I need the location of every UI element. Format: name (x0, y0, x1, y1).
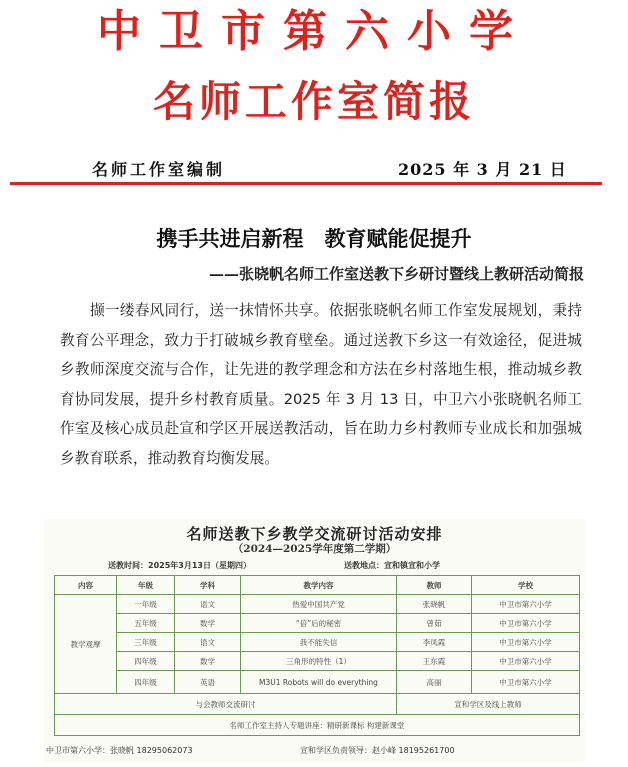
school-cell: 中卫市第六小学 (472, 633, 580, 652)
header-cell: 学校 (472, 576, 580, 595)
table-row (55, 614, 580, 633)
school-title: 中卫市第六小学 (97, 6, 531, 57)
contact-left: 中卫市第六小学：张晓帆 18295062073 (46, 746, 193, 755)
grade-cell: 四年级 (117, 652, 175, 671)
teacher-cell: 高丽 (397, 671, 472, 694)
seminar-participants-cell: 宣和学区及线上教师 (397, 694, 580, 715)
red-divider (10, 182, 602, 185)
grade-cell: 五年级 (117, 614, 175, 633)
school-cell: 中卫市第六小学 (472, 595, 580, 614)
schedule-term: （2024—2025学年度第二学期） (232, 543, 397, 555)
header-cell: 教师 (397, 576, 472, 595)
header-cell: 年级 (117, 576, 175, 595)
teacher-cell: 曾茹 (397, 614, 472, 633)
schedule-image (44, 519, 585, 763)
school-cell: 中卫市第六小学 (472, 614, 580, 633)
lecture-cell: 名师工作室主持人专题讲座：精研新课标 构建新课堂 (55, 715, 580, 736)
topic-cell: 热爱中国共产党 (241, 595, 397, 614)
category-cell: 教学观摩 (55, 595, 117, 694)
subject-cell: 数学 (175, 614, 241, 633)
topic-cell: M3U1 Robots will do everything (241, 671, 397, 694)
article-subtitle: ——张晓帆名师工作室送教下乡研讨暨线上教研活动简报 (208, 265, 584, 283)
teacher-cell: 王东霞 (397, 652, 472, 671)
article-paragraph: 撷一缕春风同行，送一抹情怀共享。依据张晓帆名师工作室发展规划，秉持教育公平理念，致力于打破城乡教育壁垒。通过送教下乡这一有效途径，促进城乡教师深度交流与合作，让先进的教学理念和方法在乡村落地生根，推动城乡教育协同发展，提升乡村教育质量。2025 年 3 月 13 日，中卫六小张晓帆名师工作室及核心成员赴宣和学区开展送教活动，旨在助力乡村教师专业成长和加强城乡教育联系，推动教育均衡发展。 (60, 302, 582, 467)
teacher-cell: 李凤霞 (397, 633, 472, 652)
header-cell: 内容 (55, 576, 117, 595)
table-row (55, 633, 580, 652)
topic-cell: 三角形的特性（1） (241, 652, 397, 671)
contact-right: 宣和学区负责领导：赵小峰 18195261700 (300, 746, 455, 755)
editor-label: 名师工作室编制 (92, 160, 226, 179)
table-row (55, 671, 580, 694)
subject-cell: 语文 (175, 595, 241, 614)
grade-cell: 三年级 (117, 633, 175, 652)
teacher-cell: 张晓帆 (397, 595, 472, 614)
schedule-time: 送教时间：2025年3月13日（星期四） (108, 561, 251, 570)
schedule-table (54, 575, 580, 736)
topic-cell: 我不能失信 (241, 633, 397, 652)
grade-cell: 一年级 (117, 595, 175, 614)
schedule-place: 送教地点：宣和镇宣和小学 (344, 561, 440, 570)
school-cell: 中卫市第六小学 (472, 652, 580, 671)
article-title: 携手共进启新程 教育赋能促提升 (156, 226, 472, 251)
subject-cell: 语文 (175, 633, 241, 652)
table-header-row (55, 576, 580, 595)
grade-cell: 四年级 (117, 671, 175, 694)
seminar-row (55, 694, 580, 715)
school-cell: 中卫市第六小学 (472, 671, 580, 694)
seminar-cell: 与会教师交流研讨 (55, 694, 397, 715)
issue-date: 2025 年 3 月 21 日 (398, 160, 567, 179)
report-title: 名师工作室简报 (152, 77, 475, 126)
subject-cell: 英语 (175, 671, 241, 694)
table-row (55, 652, 580, 671)
subject-cell: 数学 (175, 652, 241, 671)
schedule-title: 名师送教下乡教学交流研讨活动安排 (186, 525, 443, 543)
topic-cell: “倍”后的秘密 (241, 614, 397, 633)
header-cell: 学科 (175, 576, 241, 595)
header-cell: 教学内容 (241, 576, 397, 595)
lecture-row (55, 715, 580, 736)
table-row (55, 595, 580, 614)
